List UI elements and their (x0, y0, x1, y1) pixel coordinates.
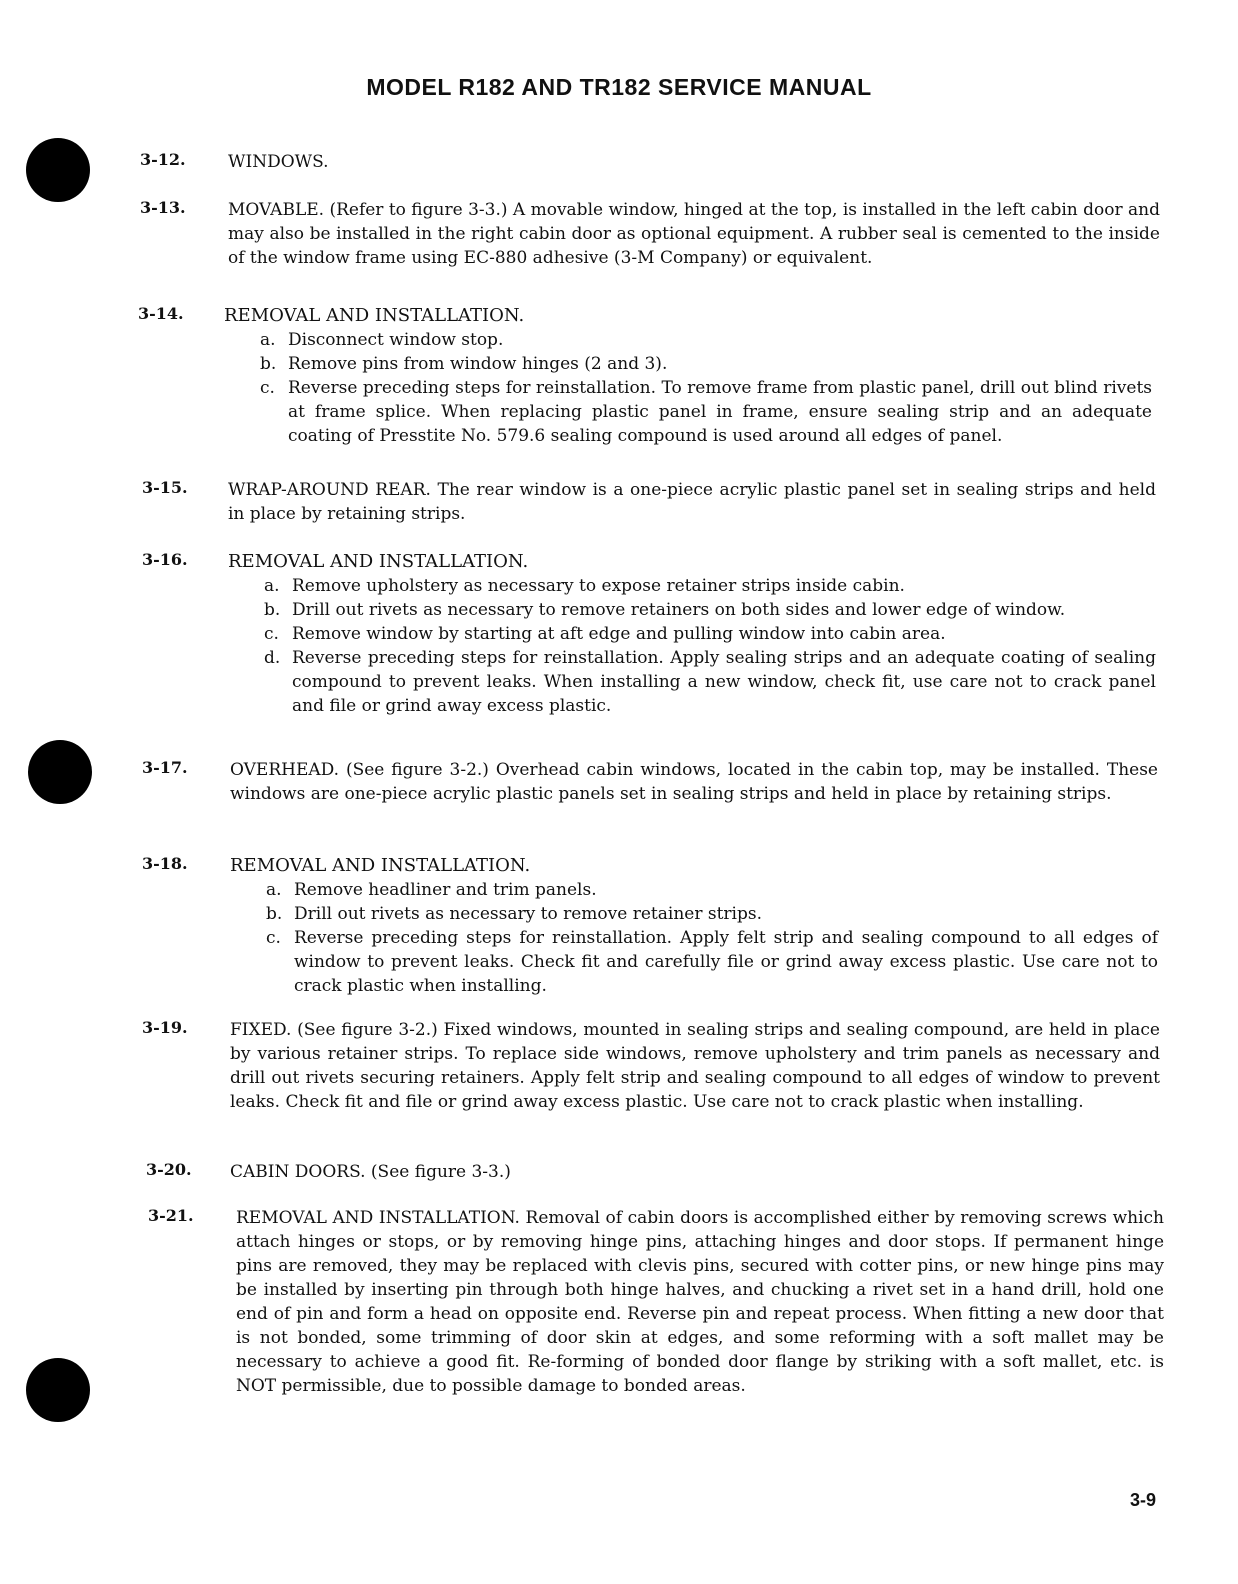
section-number: 3-18. (142, 854, 188, 873)
section-paragraph: FIXED. (See figure 3-2.) Fixed windows, mounted in sealing strips and sealing compound, are held in place by various retainer strips. To replace side windows, remove upholstery and trim panels as necessary and drill out rivets securing retainers. Apply felt strip and sealing compound to all edges of window to prevent leaks. Check fit and file or grind away excess plastic. Use care not to crack plastic when installing. (230, 1020, 1160, 1112)
list-item: b. Remove pins from window hinges (2 and 3). (260, 354, 668, 374)
section-number: 3-13. (140, 198, 186, 217)
step-list (260, 328, 1152, 448)
section-paragraph: REMOVAL AND INSTALLATION. Removal of cabin doors is accomplished either by removing screws which attach hinges or stops, or by removing hinge pins, attaching hinges and door stops. If permanent hinge pins are removed, they may be replaced with clevis pins, secured with cotter pins, or new hinge pins may be installed by inserting pin through both hinge halves, and chucking a rivet set in a hand drill, hold one end of pin and form a head on opposite end. Reverse pin and repeat process. When fitting a new door that is not bonded, some trimming of door skin at edges, and some reforming with a soft mallet may be necessary to achieve a good fit. Re-forming of bonded door flange by striking with a soft mallet, etc. is NOT permissible, due to possible damage to bonded areas. (236, 1208, 1164, 1396)
list-item: b. Drill out rivets as necessary to remove retainer strips. (266, 904, 762, 924)
section-3-15 (142, 478, 1156, 526)
section-3-17 (142, 758, 1158, 806)
list-item: b. Drill out rivets as necessary to remove retainers on both sides and lower edge of window. (264, 600, 1066, 620)
section-heading: WINDOWS. (228, 152, 329, 172)
page-title: MODEL R182 AND TR182 SERVICE MANUAL (366, 74, 872, 100)
section-number: 3-16. (142, 550, 188, 569)
section-number: 3-21. (148, 1206, 194, 1225)
list-item: d. Reverse preceding steps for reinstallation. Apply sealing strips and an adequate coating of sealing compound to prevent leaks. When installing a new window, check fit, use care not to crack panel and file or grind away excess plastic. (264, 648, 1156, 716)
section-number: 3-15. (142, 478, 188, 497)
section-3-19 (142, 1018, 1160, 1114)
section-number: 3-17. (142, 758, 188, 777)
list-item: a. Remove upholstery as necessary to expose retainer strips inside cabin. (264, 576, 905, 596)
section-paragraph: WRAP-AROUND REAR. The rear window is a one-piece acrylic plastic panel set in sealing strips and held in place by retaining strips. (228, 480, 1156, 524)
step-list (264, 574, 1156, 718)
section-heading: REMOVAL AND INSTALLATION. (224, 305, 525, 326)
list-item: c. Remove window by starting at aft edge and pulling window into cabin area. (264, 624, 946, 644)
section-heading: REMOVAL AND INSTALLATION. (230, 855, 531, 876)
section-heading: CABIN DOORS. (See figure 3-3.) (230, 1162, 511, 1182)
section-number: 3-12. (140, 150, 186, 169)
section-3-13 (140, 198, 1160, 270)
step-list (266, 878, 1158, 998)
page-number: 3-9 (1129, 1490, 1156, 1510)
section-number: 3-19. (142, 1018, 188, 1037)
section-3-12 (140, 150, 1160, 174)
section-3-20 (146, 1160, 1160, 1184)
section-number: 3-14. (138, 304, 184, 323)
section-paragraph: MOVABLE. (Refer to figure 3-3.) A movable window, hinged at the top, is installed in the left cabin door and may also be installed in the right cabin door as optional equipment. A rubber seal is cemented to the inside of the window frame using EC-880 adhesive (3-M Company) or equivalent. (228, 200, 1160, 268)
section-3-18 (142, 854, 1158, 998)
section-3-14 (138, 304, 1152, 448)
list-item: c. Reverse preceding steps for reinstallation. To remove frame from plastic panel, drill out blind rivets at frame splice. When replacing plastic panel in frame, ensure sealing strip and an adequate coating of Presstite No. 579.6 sealing compound is used around all edges of panel. (260, 378, 1152, 446)
section-3-21 (148, 1206, 1164, 1398)
section-paragraph: OVERHEAD. (See figure 3-2.) Overhead cabin windows, located in the cabin top, may be installed. These windows are one-piece acrylic plastic panels set in sealing strips and held in place by retaining strips. (230, 760, 1158, 804)
list-item: a. Remove headliner and trim panels. (266, 880, 597, 900)
list-item: c. Reverse preceding steps for reinstallation. Apply felt strip and sealing compound to all edges of window to prevent leaks. Check fit and carefully file or grind away excess plastic. Use care not to crack plastic when installing. (266, 928, 1158, 996)
list-item: a. Disconnect window stop. (260, 330, 504, 350)
section-heading: REMOVAL AND INSTALLATION. (228, 551, 529, 572)
section-3-16 (142, 550, 1156, 718)
punch-hole-bottom (26, 1358, 90, 1422)
section-number: 3-20. (146, 1160, 192, 1179)
punch-hole-top (26, 138, 90, 202)
punch-hole-middle (28, 740, 92, 804)
